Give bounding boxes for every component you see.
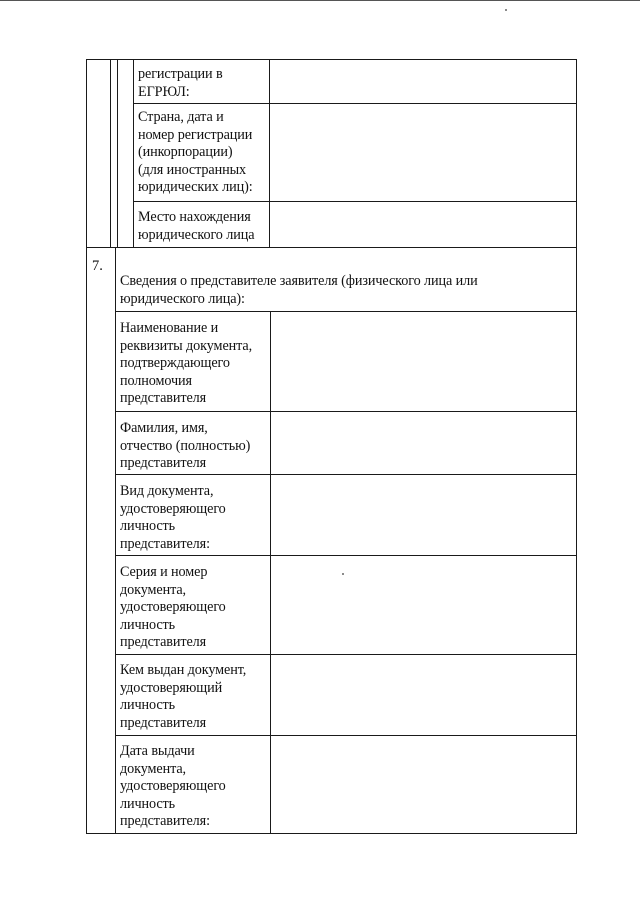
table-bottom-border bbox=[86, 833, 577, 834]
number-column-divider bbox=[110, 59, 111, 247]
row-divider bbox=[115, 411, 577, 412]
field-value-authority-document[interactable] bbox=[272, 313, 575, 410]
field-label-authority-document: Наименование и реквизиты документа, подтверждающего полномочия представителя bbox=[120, 320, 253, 407]
field-label-id-issued-by: Кем выдан документ, удостоверяющий личность представителя bbox=[120, 662, 247, 731]
field-label-legal-address: Место нахождения юридического лица bbox=[138, 209, 255, 243]
scan-top-edge bbox=[0, 0, 640, 1]
section-7-number: 7. bbox=[92, 258, 103, 274]
field-label-id-series-number: Серия и номер документа, удостоверяющего личность представителя bbox=[120, 564, 226, 651]
field-value-representative-full-name[interactable] bbox=[272, 413, 575, 473]
row-divider bbox=[115, 654, 577, 655]
field-label-id-issue-date: Дата выдачи документа, удостоверяющего личность представителя: bbox=[120, 743, 226, 830]
field-value-legal-address[interactable] bbox=[271, 203, 575, 246]
field-value-id-document-type[interactable] bbox=[272, 476, 575, 554]
row-divider bbox=[115, 474, 577, 475]
label-cell-left-border bbox=[133, 59, 134, 247]
section-7-top-border bbox=[86, 247, 577, 248]
field-label-representative-full-name: Фамилия, имя, отчество (полностью) представителя bbox=[120, 420, 251, 472]
field-value-egrul-registration[interactable] bbox=[271, 61, 575, 102]
sub-column-divider bbox=[117, 59, 118, 247]
field-value-registration-country[interactable] bbox=[271, 105, 575, 200]
field-label-egrul-registration: регистрации в ЕГРЮЛ: bbox=[138, 66, 223, 100]
table-right-border bbox=[576, 59, 577, 834]
field-value-id-issue-date[interactable] bbox=[272, 737, 575, 832]
label-column-divider bbox=[270, 311, 271, 834]
number-column-divider bbox=[115, 247, 116, 834]
row-divider bbox=[133, 103, 577, 104]
field-label-id-document-type: Вид документа, удостоверяющего личность представителя: bbox=[120, 483, 226, 552]
field-value-id-issued-by[interactable] bbox=[272, 656, 575, 734]
row-divider bbox=[133, 201, 577, 202]
label-column-divider bbox=[269, 59, 270, 247]
scan-speck bbox=[505, 9, 507, 11]
row-divider bbox=[115, 735, 577, 736]
section-7-heading: Сведения о представителе заявителя (физического лица или юридического лица): bbox=[120, 273, 478, 307]
field-label-registration-country: Страна, дата и номер регистрации (инкорпорации) (для иностранных юридических лиц): bbox=[138, 109, 253, 196]
section-7-heading-bottom bbox=[115, 311, 577, 312]
table-top-border bbox=[86, 59, 577, 60]
table-left-border bbox=[86, 59, 87, 834]
field-value-id-series-number[interactable] bbox=[272, 557, 575, 653]
row-divider bbox=[115, 555, 577, 556]
